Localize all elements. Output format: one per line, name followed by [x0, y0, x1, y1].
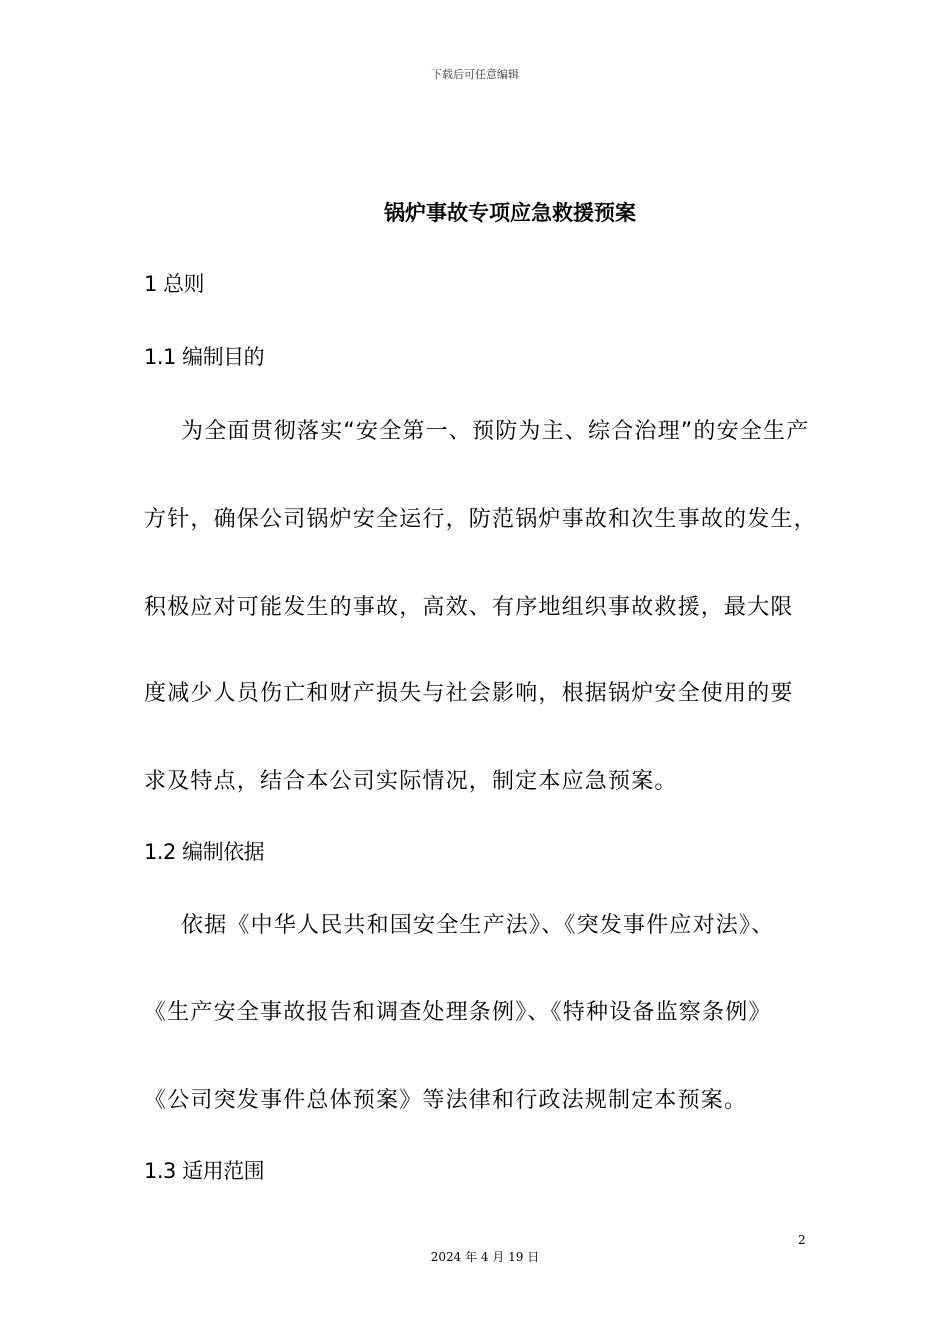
purpose-line-2: 方针，确保公司锅炉安全运行，防范锅炉事故和次生事故的发生， [144, 507, 817, 532]
section-heading-purpose: 1.1 编制目的 [144, 345, 265, 369]
basis-line-2: 《生产安全事故报告和调查处理条例》、《特种设备监察条例》 [144, 1000, 772, 1025]
purpose-line-5: 求及特点，结合本公司实际情况，制定本应急预案。 [144, 769, 678, 794]
purpose-line-1: 为全面贯彻落实“安全第一、预防为主、综合治理”的安全生产 [181, 419, 810, 444]
page-number: 2 [798, 1233, 806, 1247]
footer-date: 2024 年 4 月 19 日 [430, 1250, 540, 1264]
basis-line-3: 《公司突发事件总体预案》等法律和行政法规制定本预案。 [144, 1088, 748, 1113]
purpose-line-4: 度减少人员伤亡和财产损失与社会影响，根据锅炉安全使用的要 [144, 681, 794, 706]
basis-line-1: 依据《中华人民共和国安全生产法》、《突发事件应对法》、 [181, 913, 775, 938]
section-heading-general: 1 总则 [144, 272, 205, 296]
section-heading-basis: 1.2 编制依据 [144, 840, 265, 864]
purpose-line-3: 积极应对可能发生的事故，高效、有序地组织事故救援，最大限 [144, 595, 794, 620]
section-heading-scope: 1.3 适用范围 [144, 1159, 265, 1183]
document-title: 锅炉事故专项应急救援预案 [384, 201, 636, 225]
header-note: 下载后可任意编辑 [431, 68, 519, 81]
